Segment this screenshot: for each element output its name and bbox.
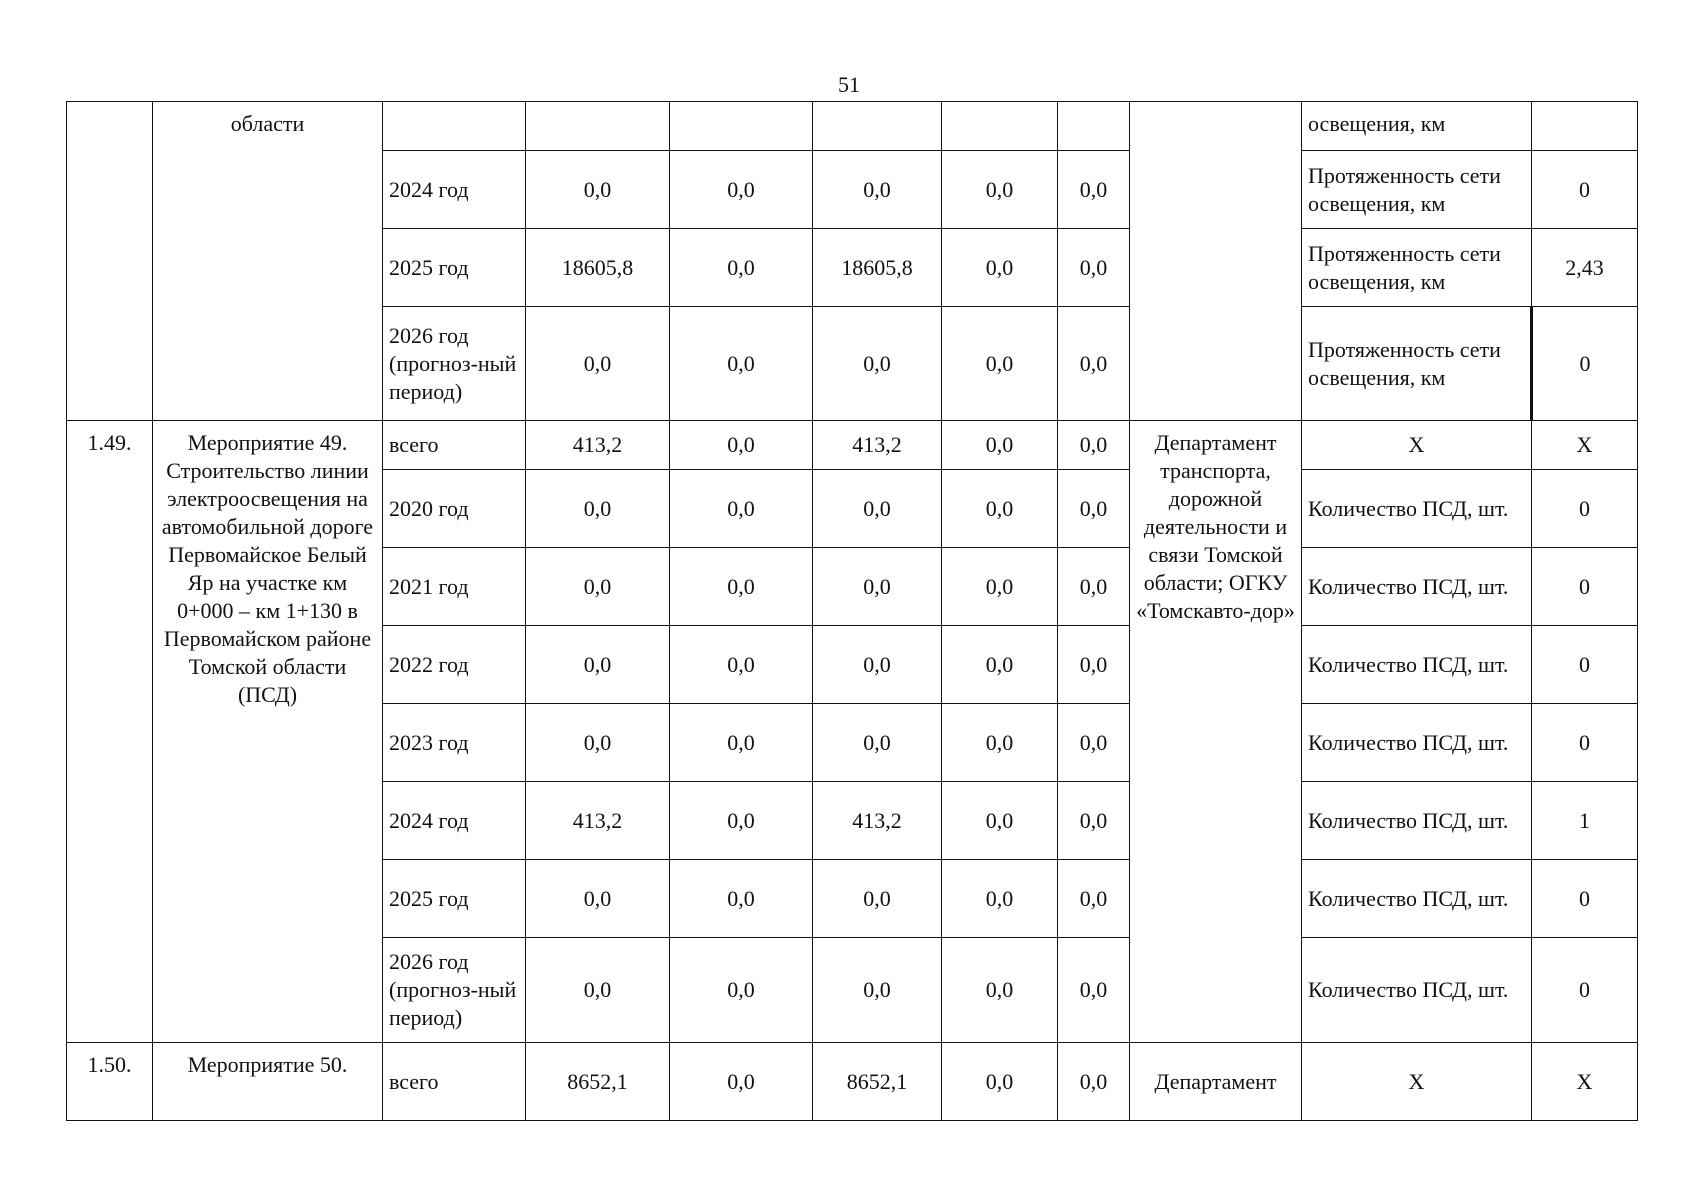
cell-local: 0,0 bbox=[942, 626, 1058, 704]
cell-period: 2020 год bbox=[383, 470, 526, 548]
cell-value: 0 bbox=[1532, 548, 1638, 626]
cell-regional: 413,2 bbox=[813, 421, 942, 470]
cell-extra: 0,0 bbox=[1058, 704, 1130, 782]
cell-extra: 0,0 bbox=[1058, 938, 1130, 1043]
cell-extra: 0,0 bbox=[1058, 229, 1130, 307]
cell-local: 0,0 bbox=[942, 421, 1058, 470]
cell-extra: 0,0 bbox=[1058, 151, 1130, 229]
cell-extra: 0,0 bbox=[1058, 307, 1130, 421]
cell-value: 0 bbox=[1532, 704, 1638, 782]
cell-regional: 0,0 bbox=[813, 938, 942, 1043]
cell-indicator: Протяженность сети освещения, км bbox=[1302, 229, 1532, 307]
cell-total: 413,2 bbox=[526, 782, 670, 860]
cell-total: 0,0 bbox=[526, 938, 670, 1043]
cell-extra: 0,0 bbox=[1058, 421, 1130, 470]
cell-extra: 0,0 bbox=[1058, 548, 1130, 626]
cell-federal: 0,0 bbox=[670, 421, 813, 470]
cell-period: 2022 год bbox=[383, 626, 526, 704]
cell-executor-cont bbox=[1130, 102, 1302, 421]
cell-regional: 0,0 bbox=[813, 626, 942, 704]
cell-extra: 0,0 bbox=[1058, 470, 1130, 548]
cell-total: 0,0 bbox=[526, 860, 670, 938]
cell-regional: 0,0 bbox=[813, 704, 942, 782]
cell-period: 2025 год bbox=[383, 229, 526, 307]
cell-value: 0 bbox=[1532, 470, 1638, 548]
cell-period: 2026 год (прогноз-ный период) bbox=[383, 307, 526, 421]
cell-name: Мероприятие 50. bbox=[153, 1043, 383, 1121]
cell-value: Х bbox=[1532, 421, 1638, 470]
cell-indicator: Количество ПСД, шт. bbox=[1302, 548, 1532, 626]
table-row bbox=[67, 421, 1638, 470]
cell-total: 0,0 bbox=[526, 548, 670, 626]
cell-num: 1.50. bbox=[67, 1043, 153, 1121]
cell-local: 0,0 bbox=[942, 151, 1058, 229]
cell-value: 2,43 bbox=[1532, 229, 1638, 307]
cell-federal: 0,0 bbox=[670, 1043, 813, 1121]
cell-total: 0,0 bbox=[526, 307, 670, 421]
cell-regional: 18605,8 bbox=[813, 229, 942, 307]
cell-indicator: Количество ПСД, шт. bbox=[1302, 626, 1532, 704]
cell-name: Мероприятие 49. Строительство линии электроосвещения на автомобильной дороге Первомайское Белый Яр на участке км 0+000 – км 1+130 в Первомайском районе Томской области (ПСД) bbox=[153, 421, 383, 1043]
cell-total: 0,0 bbox=[526, 151, 670, 229]
table-row bbox=[67, 102, 1638, 151]
cell-local: 0,0 bbox=[942, 860, 1058, 938]
cell-extra: 0,0 bbox=[1058, 860, 1130, 938]
cell-value: 0 bbox=[1532, 307, 1638, 421]
cell-total: 8652,1 bbox=[526, 1043, 670, 1121]
cell-regional: 0,0 bbox=[813, 470, 942, 548]
cell-federal: 0,0 bbox=[670, 626, 813, 704]
page-number: 51 bbox=[838, 72, 860, 97]
cell-period: всего bbox=[383, 421, 526, 470]
cell-regional: 0,0 bbox=[813, 151, 942, 229]
cell-value: 0 bbox=[1532, 938, 1638, 1043]
cell-indicator: Протяженность сети освещения, км bbox=[1302, 151, 1532, 229]
cell-federal: 0,0 bbox=[670, 307, 813, 421]
cell-name-cont bbox=[153, 102, 383, 421]
cell-local: 0,0 bbox=[942, 1043, 1058, 1121]
cell-local: 0,0 bbox=[942, 704, 1058, 782]
cell-indicator: Х bbox=[1302, 1043, 1532, 1121]
cell-total: 0,0 bbox=[526, 470, 670, 548]
cell-federal: 0,0 bbox=[670, 151, 813, 229]
cell-value: 0 bbox=[1532, 860, 1638, 938]
cell-total: 18605,8 bbox=[526, 229, 670, 307]
cell-regional: 413,2 bbox=[813, 782, 942, 860]
cell-extra: 0,0 bbox=[1058, 782, 1130, 860]
cell-value: Х bbox=[1532, 1043, 1638, 1121]
cell-federal: 0,0 bbox=[670, 229, 813, 307]
cell-local: 0,0 bbox=[942, 938, 1058, 1043]
cell-indicator: Количество ПСД, шт. bbox=[1302, 860, 1532, 938]
cell-federal: 0,0 bbox=[670, 470, 813, 548]
cell-local: 0,0 bbox=[942, 470, 1058, 548]
cell-value: 0 bbox=[1532, 151, 1638, 229]
cell-total: 0,0 bbox=[526, 704, 670, 782]
cell-indicator: освещения, км bbox=[1302, 102, 1532, 151]
cell-regional: 8652,1 bbox=[813, 1043, 942, 1121]
cell-federal: 0,0 bbox=[670, 548, 813, 626]
table-row bbox=[67, 1043, 1638, 1121]
cell-total: 0,0 bbox=[526, 626, 670, 704]
cell-local: 0,0 bbox=[942, 548, 1058, 626]
cell-federal: 0,0 bbox=[670, 938, 813, 1043]
cell-indicator: Количество ПСД, шт. bbox=[1302, 938, 1532, 1043]
cell-indicator: Протяженность сети освещения, км bbox=[1302, 307, 1532, 421]
cell-value: 1 bbox=[1532, 782, 1638, 860]
cell-extra: 0,0 bbox=[1058, 1043, 1130, 1121]
cell-period: 2021 год bbox=[383, 548, 526, 626]
cell-local: 0,0 bbox=[942, 307, 1058, 421]
cell-regional: 0,0 bbox=[813, 548, 942, 626]
cell-indicator: Х bbox=[1302, 421, 1532, 470]
cell-period: 2025 год bbox=[383, 860, 526, 938]
cell-indicator: Количество ПСД, шт. bbox=[1302, 470, 1532, 548]
cell-executor: Департамент bbox=[1130, 1043, 1302, 1121]
cell-total: 413,2 bbox=[526, 421, 670, 470]
cell-period: 2026 год (прогноз-ный период) bbox=[383, 938, 526, 1043]
cell-num: 1.49. bbox=[67, 421, 153, 1043]
cell-num-cont bbox=[67, 102, 153, 421]
cell-local: 0,0 bbox=[942, 782, 1058, 860]
cell-extra: 0,0 bbox=[1058, 626, 1130, 704]
cell-value: 0 bbox=[1532, 626, 1638, 704]
cell-indicator: Количество ПСД, шт. bbox=[1302, 704, 1532, 782]
cell-local: 0,0 bbox=[942, 229, 1058, 307]
cell-regional: 0,0 bbox=[813, 860, 942, 938]
cell-regional: 0,0 bbox=[813, 307, 942, 421]
cell-indicator: Количество ПСД, шт. bbox=[1302, 782, 1532, 860]
cell-executor: Департамент транспорта, дорожной деятельности и связи Томской области; ОГКУ «Томскавто-дор» bbox=[1130, 421, 1302, 1043]
cell-federal: 0,0 bbox=[670, 704, 813, 782]
cell-period: всего bbox=[383, 1043, 526, 1121]
cell-federal: 0,0 bbox=[670, 860, 813, 938]
cell-period: 2024 год bbox=[383, 782, 526, 860]
program-table bbox=[66, 101, 1638, 1121]
cell-period: 2023 год bbox=[383, 704, 526, 782]
cell-period: 2024 год bbox=[383, 151, 526, 229]
cell-federal: 0,0 bbox=[670, 782, 813, 860]
name-tail: области bbox=[230, 111, 305, 136]
